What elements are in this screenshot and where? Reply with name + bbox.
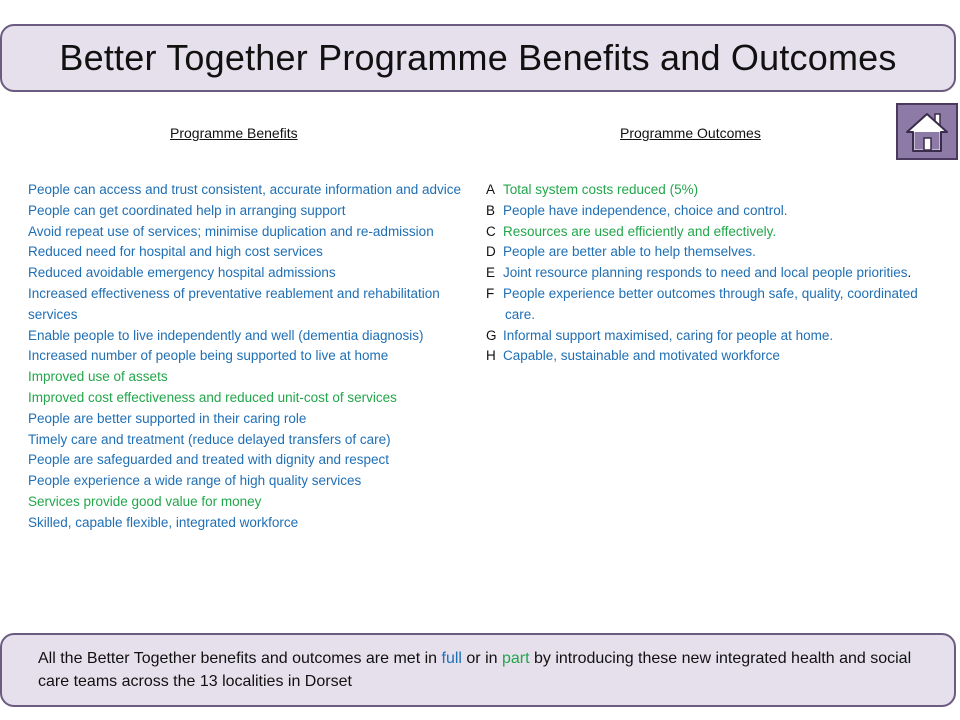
- outcome-item: [486, 263, 926, 284]
- benefit-item: Avoid repeat use of services; minimise duplication and re-admission: [28, 223, 434, 239]
- benefit-item: Improved use of assets: [28, 369, 168, 385]
- outcome-letter: F: [486, 285, 495, 301]
- outcome-letter: D: [486, 244, 496, 260]
- summary-text-3: by introducing these new integrated health and social care teams across the 13 localities in Dorset: [38, 650, 912, 690]
- benefit-item: People experience a wide range of high quality services: [28, 473, 362, 489]
- outcome-item: [486, 201, 926, 222]
- home-button[interactable]: [896, 103, 958, 160]
- summary-part: part: [501, 650, 530, 667]
- outcomes-list: [486, 180, 926, 367]
- outcome-suffix: .: [907, 265, 912, 281]
- benefit-item: People can get coordinated help in arranging support: [28, 202, 346, 218]
- summary-text-2: or in: [461, 650, 502, 667]
- benefit-item: Skilled, capable flexible, integrated workforce: [28, 514, 299, 530]
- outcome-text: People have independence, choice and control.: [503, 202, 788, 218]
- outcome-letter: B: [486, 202, 496, 218]
- outcome-text: Joint resource planning responds to need and local people priorities: [503, 265, 908, 281]
- summary-full: full: [441, 650, 462, 667]
- outcome-text: Capable, sustainable and motivated workforce: [503, 348, 780, 364]
- benefit-item: People can access and trust consistent, accurate information and advice: [28, 182, 461, 197]
- outcome-item: [486, 326, 926, 347]
- outcome-letter: G: [486, 327, 497, 343]
- summary-banner: [0, 633, 956, 707]
- benefits-heading: Programme Benefits: [170, 125, 298, 141]
- outcome-item: [486, 180, 926, 201]
- page-title: Better Together Programme Benefits and Outcomes: [59, 37, 897, 78]
- summary-text-1: All the Better Together benefits and outcomes are met in: [38, 650, 442, 667]
- outcome-letter: A: [486, 182, 496, 197]
- outcome-item: [486, 242, 926, 263]
- benefit-item: Reduced need for hospital and high cost services: [28, 244, 323, 260]
- outcome-letter: E: [486, 265, 496, 281]
- home-icon: [904, 110, 950, 154]
- outcome-letter: C: [486, 223, 496, 239]
- outcomes-heading: Programme Outcomes: [620, 125, 761, 141]
- outcome-text: Informal support maximised, caring for people at home.: [503, 327, 834, 343]
- benefit-item: Services provide good value for money: [28, 493, 262, 509]
- benefit-item: Enable people to live independently and well (dementia diagnosis): [28, 327, 424, 343]
- benefit-item: Improved cost effectiveness and reduced unit-cost of services: [28, 389, 397, 405]
- outcome-text: People are better able to help themselves.: [503, 244, 756, 260]
- benefit-item: Increased effectiveness of preventative reablement and rehabilitation services: [28, 285, 440, 322]
- benefit-item: People are better supported in their caring role: [28, 410, 307, 426]
- title-banner: [0, 24, 956, 92]
- benefit-item: Reduced avoidable emergency hospital admissions: [28, 265, 336, 281]
- outcome-item: [486, 346, 926, 367]
- benefit-item: Timely care and treatment (reduce delayed transfers of care): [28, 431, 391, 447]
- outcome-item: [486, 284, 926, 326]
- outcome-letter: H: [486, 348, 496, 364]
- benefits-list: [28, 180, 473, 534]
- outcome-text: Resources are used efficiently and effectively.: [503, 223, 777, 239]
- benefit-item: Increased number of people being supported to live at home: [28, 348, 389, 364]
- outcome-item: [486, 222, 926, 243]
- benefit-item: People are safeguarded and treated with dignity and respect: [28, 452, 389, 468]
- outcome-text: People experience better outcomes through safe, quality, coordinated care.: [503, 285, 918, 322]
- outcome-text: Total system costs reduced (5%): [503, 182, 699, 197]
